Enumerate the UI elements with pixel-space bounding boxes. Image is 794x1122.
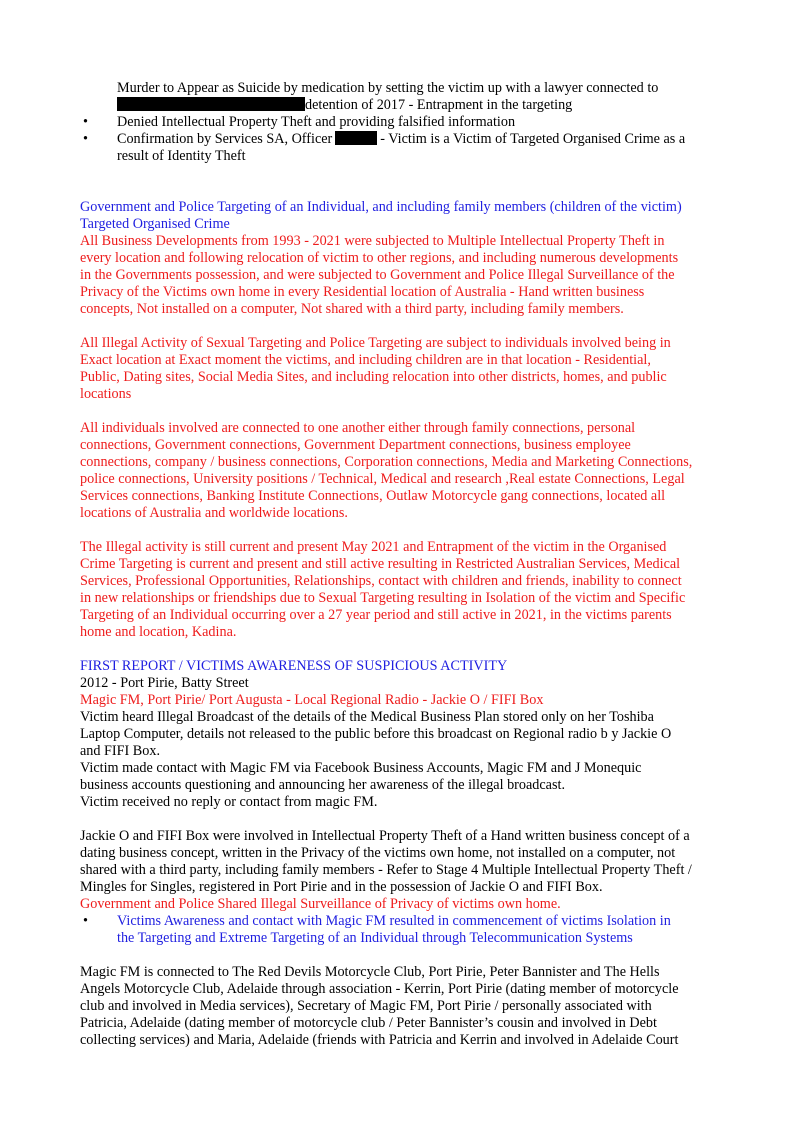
- section1-heading-2: Targeted Organised Crime: [80, 216, 230, 232]
- section2-heading: FIRST REPORT / VICTIMS AWARENESS OF SUSPICIOUS ACTIVITY: [80, 658, 508, 674]
- bullet-dot: •: [83, 131, 88, 147]
- section2-subheading: Magic FM, Port Pirie/ Port Augusta - Local Regional Radio - Jackie O / FIFI Box: [80, 692, 544, 708]
- intro-bullet-2: • Confirmation by Services SA, Officer - Victim is a Victim of Targeted Organised Crime as a result of Identity Theft: [83, 131, 686, 164]
- section1-para-1: All Business Developments from 1993 - 2021 were subjected to Multiple Intellectual Property Theft in every location and following relocation of victim to other regions, and including numerous developments in the Governments possession, and were subjected to Government and Police Illegal Surveillance of the Privacy of the Victims own home in every Residential location of Australia - Hand written business concepts, Not installed on a computer, Not shared with a third party, including family members.: [80, 233, 679, 317]
- redaction-block: [117, 97, 305, 111]
- section2-para-1: Victim heard Illegal Broadcast of the details of the Medical Business Plan stored only on her Toshiba Laptop Computer, details not released to the public before this broadcast on Regional radio b y Jackie O and FIFI Box. Victim made contact with Magic FM via Facebook Business Accounts, Magic FM and J Monequic business accounts questioning and announcing her awareness of the illegal broadcast. Victim received no reply or contact from magic FM.: [80, 709, 672, 810]
- intro-line-1: Murder to Appear as Suicide by medication by setting the victim up with a lawyer connected to: [117, 80, 659, 96]
- section1-heading-1: Government and Police Targeting of an Individual, and including family members (children of the victim): [80, 199, 682, 215]
- section1-para-3: All individuals involved are connected to one another either through family connections, personal connections, Government connections, Government Department connections, business employee connections, company / business connections, Corporation connections, Media and Marketing Connections, police connections, University positions / Technical, Medical and research ,Real estate Connections, Legal Services connections, Banking Institute Connections, Outlaw Motorcycle gang connections, located all locations of Australia and worldwide locations.: [80, 420, 693, 521]
- section2-para-2: Jackie O and FIFI Box were involved in Intellectual Property Theft of a Hand written business concept of a dating business concept, written in the Privacy of the victims own home, not installed on a computer, not shared with a third party, including family members - Refer to Stage 4 Multiple Intellectual Property Theft / Mingles for Singles, registered in Port Pirie and in the possession of Jackie O and FIFI Box.: [80, 828, 692, 895]
- section2-para-3: Magic FM is connected to The Red Devils Motorcycle Club, Port Pirie, Peter Bannister and The Hells Angels Motorcycle Club, Adelaide through association - Kerrin, Port Pirie (dating member of motorcycle club and involved in Media services), Secretary of Magic FM, Port Pirie / personally associated with Patricia, Adelaide (dating member of motorcycle club / Peter Bannister’s cousin and involved in Debt collecting services) and Maria, Adelaide (friends with Patricia and Kerrin and involved in Adelaide Court: [80, 964, 679, 1048]
- bullet-dot: •: [83, 913, 88, 929]
- intro-line-2: detention of 2017 - Entrapment in the targeting: [80, 97, 716, 114]
- redaction-block: [335, 131, 377, 145]
- section1-para-2: All Illegal Activity of Sexual Targeting and Police Targeting are subject to individuals involved being in Exact location at Exact moment the victims, and including children are in that location - Residential, Public, Dating sites, Social Media Sites, and including relocation into other districts, homes, and public locations: [80, 335, 671, 402]
- document-page: [80, 80, 716, 1049]
- section2-red-line: Government and Police Shared Illegal Surveillance of Privacy of victims own home.: [80, 896, 561, 912]
- intro-bullet-1: • Denied Intellectual Property Theft and providing falsified information: [83, 114, 516, 130]
- section2-location: 2012 - Port Pirie, Batty Street: [80, 675, 249, 691]
- bullet-dot: •: [83, 114, 88, 130]
- section1-para-4: The Illegal activity is still current and present May 2021 and Entrapment of the victim in the Organised Crime Targeting is current and present and still active resulting in Restricted Australian Services, Medical Services, Professional Opportunities, Relationships, contact with children and friends, inability to connect in new relationships or friendships due to Sexual Targeting resulting in Isolation of the victim and Specific Targeting of an Individual occurring over a 27 year period and still active in 2021, in the victims parents home and location, Kadina.: [80, 539, 686, 640]
- section2-bullet: • Victims Awareness and contact with Magic FM resulted in commencement of victims Isolation in the Targeting and Extreme Targeting of an Individual through Telecommunication Systems: [83, 913, 671, 946]
